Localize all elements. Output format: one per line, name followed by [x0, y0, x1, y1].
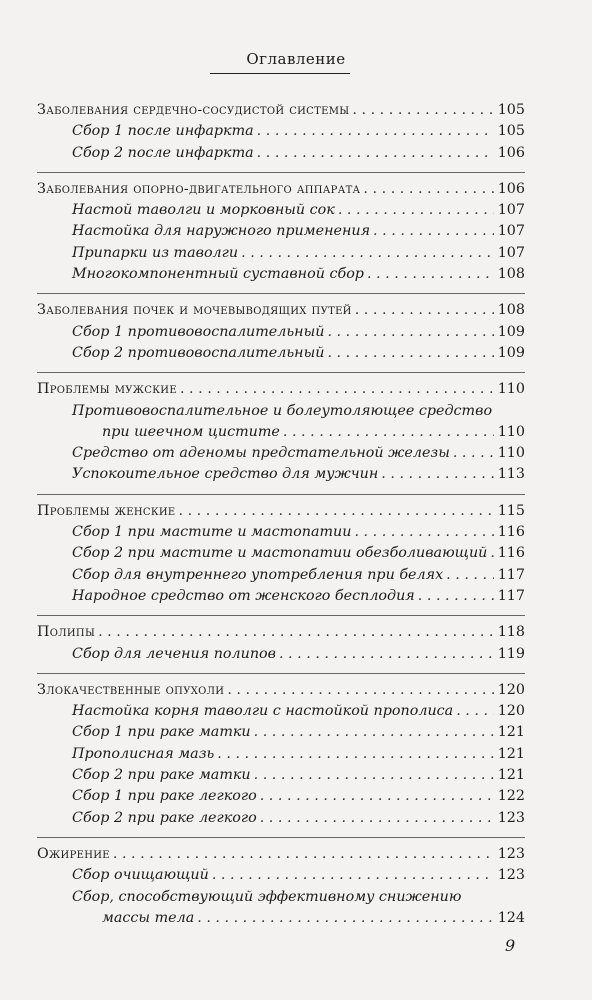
- section-heading-page: 115: [497, 502, 525, 519]
- entry-page: 113: [497, 466, 525, 483]
- entry-title: Сбор для внутреннего употребления при белях: [72, 566, 444, 583]
- section-heading: [37, 379, 525, 400]
- entry: [37, 808, 525, 829]
- section-heading-title: Заболевания сердечно-сосудистой системы: [37, 102, 350, 118]
- entry-page: 121: [497, 745, 525, 762]
- section-divider: [37, 172, 525, 173]
- entry: [37, 586, 525, 607]
- entry-page: 122: [497, 788, 525, 805]
- entry-title: Сбор 1 при раке матки: [72, 724, 251, 741]
- dot-leader: [180, 379, 494, 400]
- entry-page: 123: [497, 809, 525, 826]
- section-heading-title: Полипы: [37, 624, 96, 641]
- entry-title: при шеечном цистите: [102, 423, 280, 440]
- entry: [37, 443, 525, 464]
- entry-page: 116: [497, 545, 525, 562]
- dot-leader: [197, 908, 494, 929]
- section-divider: [37, 293, 525, 294]
- section-divider: [37, 615, 525, 616]
- section-heading: [37, 179, 525, 200]
- toc-section: [37, 179, 525, 285]
- toc-section: [37, 680, 525, 829]
- section-divider: [37, 837, 525, 838]
- entry-page: 123: [497, 867, 525, 884]
- dot-leader: [327, 343, 494, 364]
- section-heading-page: 105: [497, 102, 525, 118]
- dot-leader: [212, 865, 494, 886]
- entry: [37, 765, 525, 786]
- entry: [37, 786, 525, 807]
- dot-leader: [227, 680, 494, 701]
- entry: [37, 422, 525, 443]
- entry-page: 117: [497, 587, 525, 604]
- section-heading: [37, 100, 525, 121]
- section-heading-page: 106: [497, 180, 525, 197]
- toc-section: [37, 300, 525, 364]
- entry-title: Сбор 2 после инфаркта: [72, 144, 254, 161]
- section-heading-page: 110: [497, 381, 525, 398]
- entry: [37, 221, 525, 242]
- entry-title-line1: Сбор, способствующий эффективному снижению: [72, 888, 462, 905]
- entry: [37, 744, 525, 765]
- toc-section: [37, 100, 525, 164]
- section-heading-title: Проблемы мужские: [37, 381, 177, 398]
- section-heading-page: 120: [497, 681, 525, 698]
- section-heading: [37, 680, 525, 701]
- entry-title: Сбор 1 противовоспалительный: [72, 323, 325, 340]
- section-heading-page: 123: [497, 845, 525, 862]
- entry-page: 120: [497, 703, 525, 720]
- entry-line: [37, 401, 525, 422]
- entry-title: Сбор 2 при мастите и мастопатии обезболивающий: [72, 545, 488, 562]
- dot-leader: [373, 221, 494, 242]
- entry: [37, 565, 525, 586]
- entry-title: Припарки из таволги: [72, 244, 239, 261]
- entry-page: 116: [497, 524, 525, 541]
- dot-leader: [354, 522, 494, 543]
- dot-leader: [352, 100, 494, 121]
- entry: [37, 200, 525, 221]
- entry-page: 107: [497, 244, 525, 261]
- toc-section: [37, 844, 525, 929]
- entry: [37, 701, 525, 722]
- entry: [37, 908, 525, 929]
- entry-title: Народное средство от женского бесплодия: [72, 587, 415, 604]
- dot-leader: [327, 322, 494, 343]
- entry-title: Сбор 2 при раке легкого: [72, 809, 257, 826]
- dot-leader: [363, 179, 494, 200]
- title-underline: [210, 73, 350, 74]
- entry-title: Сбор 1 при мастите и мастопатии: [72, 524, 352, 541]
- entry-page: 110: [497, 423, 525, 440]
- dot-leader: [456, 701, 494, 722]
- section-heading-page: 108: [497, 302, 525, 319]
- dot-leader: [381, 464, 494, 485]
- entry-page: 107: [497, 202, 525, 219]
- entry-page: 124: [497, 909, 525, 926]
- entry-title: Сбор 1 при раке легкого: [72, 788, 257, 805]
- entry: [37, 722, 525, 743]
- entry-title: массы тела: [102, 909, 195, 926]
- dot-leader: [283, 422, 494, 443]
- entry-title: Настой таволги и морковный сок: [72, 202, 335, 219]
- dot-leader: [260, 786, 494, 807]
- entry-title: Сбор 2 противовоспалительный: [72, 344, 325, 361]
- dot-leader: [418, 586, 494, 607]
- section-heading: [37, 501, 525, 522]
- entry: [37, 522, 525, 543]
- section-heading-title: Заболевания опорно-двигательного аппарата: [37, 180, 361, 197]
- entry: [37, 464, 525, 485]
- entry-page: 117: [497, 566, 525, 583]
- dot-leader: [490, 543, 494, 564]
- entry-line: [37, 887, 525, 908]
- section-heading: [37, 844, 525, 865]
- section-heading: [37, 622, 525, 643]
- entry-title: Успокоительное средство для мужчин: [72, 466, 379, 483]
- entry-page: 108: [497, 266, 525, 283]
- entry-title: Настойка для наружного применения: [72, 223, 371, 240]
- dot-leader: [367, 264, 494, 285]
- dot-leader: [279, 644, 494, 665]
- dot-leader: [338, 200, 494, 221]
- dot-leader: [217, 744, 494, 765]
- section-divider: [37, 372, 525, 373]
- entry-page: 107: [497, 223, 525, 240]
- page-number: 9: [505, 936, 516, 955]
- section-divider: [37, 673, 525, 674]
- entry: [37, 322, 525, 343]
- entry: [37, 264, 525, 285]
- dot-leader: [241, 243, 494, 264]
- entry-title: Сбор 2 при раке матки: [72, 767, 251, 784]
- entry-title: Сбор для лечения полипов: [72, 645, 276, 662]
- dot-leader: [446, 565, 494, 586]
- entry-page: 119: [497, 645, 525, 662]
- entry-page: 106: [497, 144, 525, 161]
- section-heading-title: Злокачественные опухоли: [37, 681, 225, 698]
- entry-page: 109: [497, 344, 525, 361]
- entry-title-line1: Противовоспалительное и болеутоляющее средство: [72, 402, 493, 419]
- dot-leader: [254, 765, 494, 786]
- entry-page: 121: [497, 724, 525, 741]
- dot-leader: [113, 844, 494, 865]
- dot-leader: [98, 622, 494, 643]
- section-heading: [37, 300, 525, 321]
- dot-leader: [257, 143, 494, 164]
- entry: [37, 865, 525, 886]
- toc-section: [37, 379, 525, 485]
- dot-leader: [178, 501, 494, 522]
- entry-page: 105: [497, 123, 525, 140]
- dot-leader: [257, 121, 494, 142]
- entry: [37, 343, 525, 364]
- entry-page: 110: [497, 445, 525, 462]
- entry-page: 109: [497, 323, 525, 340]
- entry-title: Сбор очищающий: [72, 867, 209, 884]
- entry: [37, 644, 525, 665]
- page-title: Оглавление: [246, 50, 346, 68]
- section-heading-title: Заболевания почек и мочевыводящих путей: [37, 302, 352, 319]
- entry: [37, 243, 525, 264]
- table-of-contents: [37, 100, 525, 929]
- entry-title: Средство от аденомы предстательной железы: [72, 445, 450, 462]
- entry-page: 121: [497, 767, 525, 784]
- dot-leader: [260, 808, 494, 829]
- entry-title: Многокомпонентный суставной сбор: [72, 266, 364, 283]
- toc-section: [37, 622, 525, 665]
- dot-leader: [254, 722, 494, 743]
- entry-title: Прополисная мазь: [72, 745, 215, 762]
- entry-title: Настойка корня таволги с настойкой прополиса: [72, 703, 454, 720]
- entry-title: Сбор 1 после инфаркта: [72, 123, 254, 140]
- section-heading-page: 118: [497, 624, 525, 641]
- dot-leader: [453, 443, 494, 464]
- section-divider: [37, 494, 525, 495]
- entry: [37, 121, 525, 142]
- dot-leader: [355, 300, 494, 321]
- section-heading-title: Ожирение: [37, 845, 110, 862]
- section-heading-title: Проблемы женские: [37, 502, 176, 519]
- entry: [37, 143, 525, 164]
- entry: [37, 543, 525, 564]
- toc-section: [37, 501, 525, 607]
